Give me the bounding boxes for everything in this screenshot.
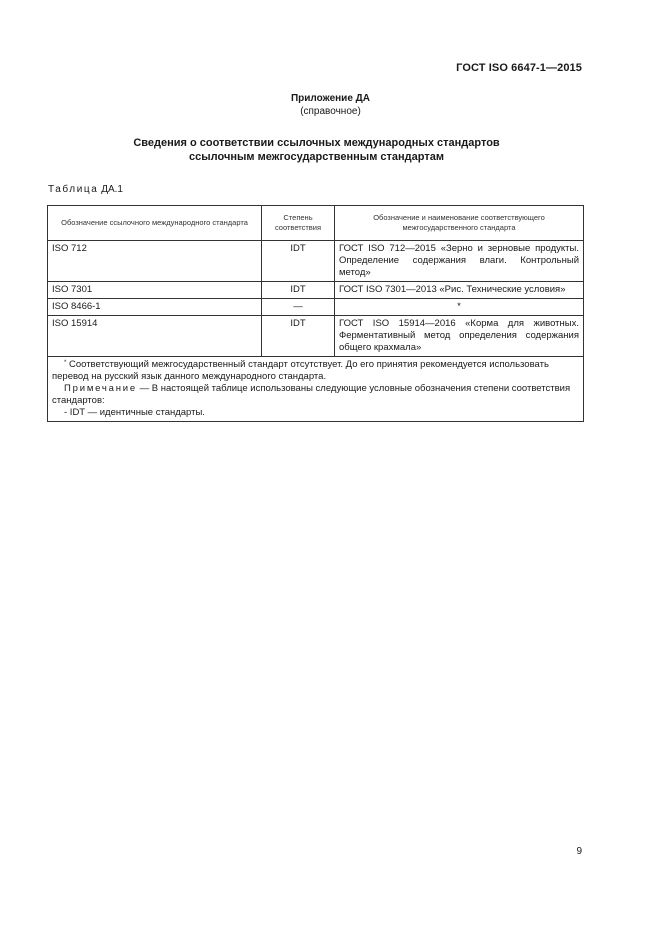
footnote-mark: * (64, 360, 67, 366)
correspondence-table (47, 205, 584, 422)
interstate-standard: ГОСТ ISO 7301—2013 «Рис. Технические условия» (335, 282, 584, 299)
degree-of-correspondence: IDT (262, 282, 335, 299)
column-header-interstate: Обозначение и наименование соответствующего межгосударственного стандарта (335, 206, 584, 241)
table-caption-prefix: Таблица (48, 184, 99, 195)
section-heading-line-2: ссылочным межгосударственным стандартам (189, 151, 444, 163)
section-heading (0, 136, 633, 164)
column-header-degree: Степень соответствия (262, 206, 335, 241)
appendix-title: Приложение ДА (290, 93, 371, 104)
note-text: — В настоящей таблице использованы следующие условные обозначения степени соответствия стандартов: (52, 383, 571, 406)
column-header-international: Обозначение ссылочного международного стандарта (48, 206, 262, 241)
table-row (48, 299, 584, 316)
document-code: ГОСТ ISO 6647-1—2015 (456, 62, 582, 74)
degree-of-correspondence: — (262, 299, 335, 316)
table-note (52, 383, 579, 407)
international-standard: ISO 7301 (48, 282, 262, 299)
interstate-standard: ГОСТ ISO 15914—2016 «Корма для животных. Ферментативный метод определения содержания общего крахмала» (335, 316, 584, 357)
international-standard: ISO 15914 (48, 316, 262, 357)
appendix-label (0, 92, 661, 118)
table-footnote-cell (48, 357, 584, 422)
page-number: 9 (576, 846, 582, 857)
interstate-standard: ГОСТ ISO 712—2015 «Зерно и зерновые продукты. Определение содержания влаги. Контрольный метод» (335, 241, 584, 282)
degree-of-correspondence: IDT (262, 241, 335, 282)
table-caption-number: ДА.1 (101, 184, 123, 195)
degree-of-correspondence: IDT (262, 316, 335, 357)
interstate-standard: * (335, 299, 584, 316)
table-footnote-row (48, 357, 584, 422)
table-row (48, 282, 584, 299)
note-label: Примечание (64, 383, 137, 394)
footnote-text: Соответствующий межгосударственный стандарт отсутствует. До его принятия рекомендуется использовать перевод на русский язык данного международного стандарта. (52, 359, 549, 382)
table-header-row (48, 206, 584, 241)
note-item: - IDT — идентичные стандарты. (64, 407, 205, 418)
international-standard: ISO 8466-1 (48, 299, 262, 316)
table-caption (48, 184, 123, 195)
table-footnote (52, 359, 579, 383)
table-row (48, 241, 584, 282)
table-row (48, 316, 584, 357)
section-heading-line-1: Сведения о соответствии ссылочных международных стандартов (133, 137, 500, 149)
international-standard: ISO 712 (48, 241, 262, 282)
appendix-subtitle: (справочное) (300, 106, 361, 117)
